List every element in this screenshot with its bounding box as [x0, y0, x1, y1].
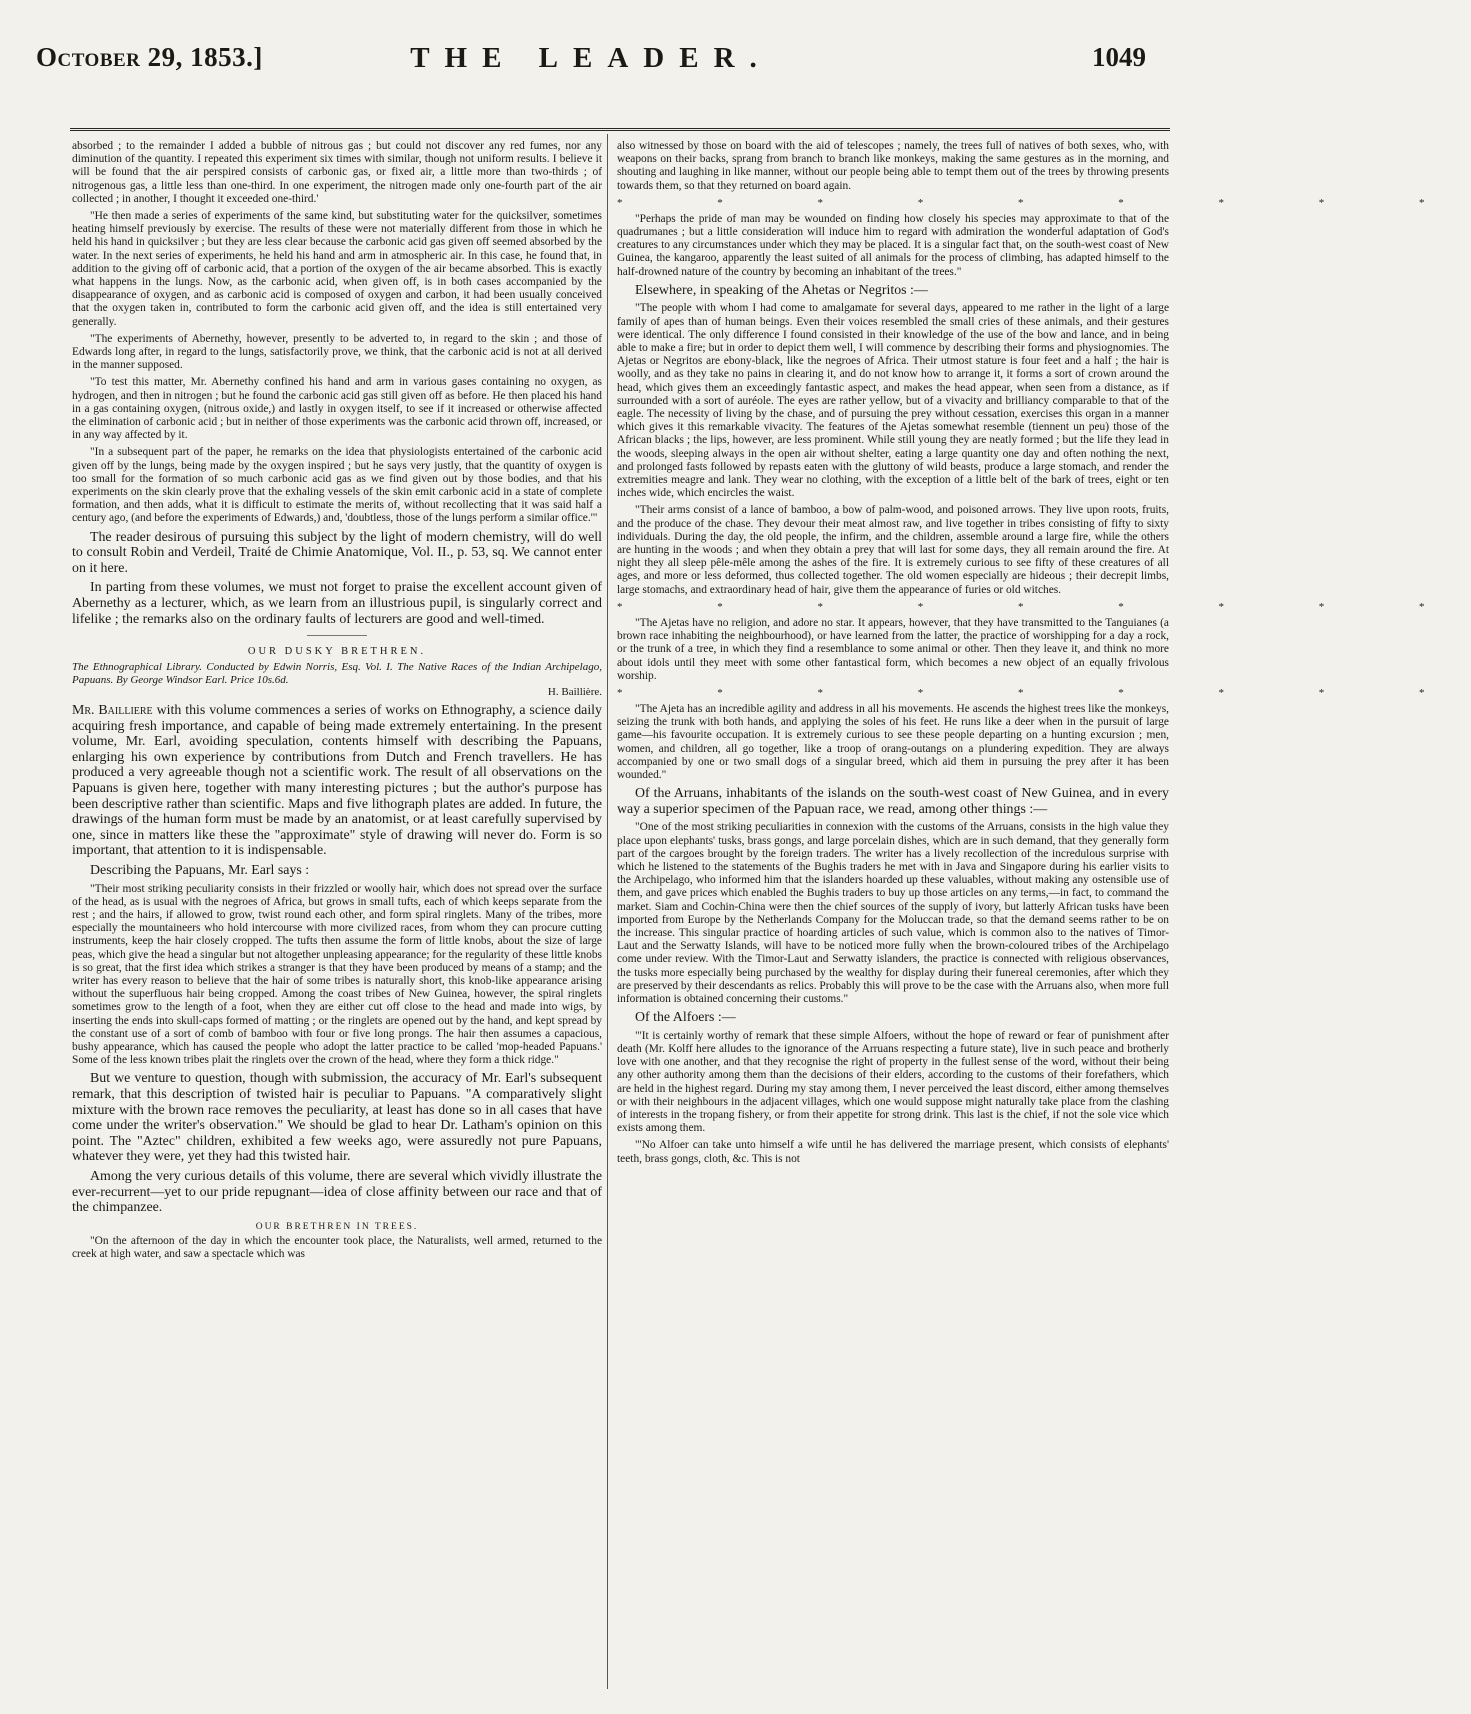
column-divider — [607, 134, 608, 1689]
quote-paragraph: "In a subsequent part of the paper, he remarks on the idea that physiologists entertained of the carbonic acid given off by the lungs, being made by the oxygen inspired ; but he says very justly, that the quantity of oxygen is too small for the formation of so much carbonic acid gas as we find given out by those bodies, and that his experiments on the skin clearly prove that the exhaling vessels of the skin emit carbonic acid in a state of complete formation, and then adds, what it is difficult to estimate the merits of, without recollecting that it was said half a century ago, (and before the experiments of Edwards,) and, 'doubtless, those of the lungs perform a similar office.'" — [72, 446, 602, 525]
body-paragraph: But we venture to question, though with submission, the accuracy of Mr. Earl's subsequent remark, that this description of twisted hair is peculiar to Papuans. "A comparatively slight mixture with the brown race removes the peculiarity, at least has done so in all cases that have come under the writer's observation." We should be glad to hear Dr. Latham's opinion on this point. The "Aztec" children, exhibited a few weeks ago, were assuredly not pure Papuans, whatever they were, yet they had this twisted hair. — [72, 1071, 602, 1165]
right-column — [617, 140, 1471, 1688]
lead-text: with this volume commences a series of works on Ethnography, a science daily acquiring fresh importance, and capable of being made extremely entertaining. In the present volume, Mr. Earl, avoiding speculation, contents himself with describing the Papuans, enlarging his own experience by contributions from Dutch and French travellers. He has produced a very agreeable though not a scientific work. The result of all observations on the Papuans is given here, together with many interesting pictures ; but the author's purpose has been descriptive rather than scientific. Maps and five lithograph plates are added. In future, the drawings of the human form must be made by an anatomist, or at least carefully supervised by one, since in matters like these the "approximate" style of drawing will never do. Form is so important, that attention to it is indispensable. — [72, 703, 602, 859]
masthead — [36, 40, 1146, 88]
quote-paragraph: absorbed ; to the remainder I added a bubble of nitrous gas ; but could not discover any red fumes, nor any diminution of the quantity. I repeated this experiment six times with similar, though not uniform results. I believe it will be found that the air perspired consists of carbonic gas, or fixed air, a little more than two-thirds ; of nitrogenous gas, a little less than one-third. In one experiment, the nitrogen made only one-fourth part of the air collected ; in another, I thought it exceeded one-third.' — [72, 140, 602, 205]
left-column — [72, 140, 602, 1688]
quote-paragraph: "The Ajetas have no religion, and adore no star. It appears, however, that they have transmitted to the Tanguianes (a brown race inhabiting the neighbourhood), or have learned from the latter, the practice of worshipping for a day a rock, or the trunk of a tree, in which they find a resemblance to some animal or other. Then they leave it, and think no more about idols until they meet with some other fantastical form, which becomes a new object of an equally frivolous worship. — [617, 616, 1169, 682]
body-paragraph — [72, 703, 602, 859]
quote-paragraph: "The people with whom I had come to amalgamate for several days, appeared to me rather in the light of a large family of apes than of human beings. Even their voices resembled the small cries of these animals, and their gestures were identical. The only difference I found consisted in their knowledge of the use of the bow and lance, and in being able to make a fire; but in order to depict them well, I will commence by describing their forms and physiognomies. The Ajetas or Negritos are ebony-black, like the negroes of Africa. Their utmost stature is four feet and a half ; the hair is woolly, and as they take no pains in clearing it, and do not know how to arrange it, it forms a sort of crown around the head, which gives them an exceedingly fantastic aspect, and makes the head appear, when seen from a distance, as if surrounded with a sort of auréole. The eyes are rather yellow, but of a vivacity and brilliancy comparable to that of the eagle. The necessity of living by the chase, and of pursuing the prey without cessation, exercises this organ in a manner which gives it this remarkable vivacity. The features of the Ajetas somewhat resemble (tiennent un peu) those of the African blacks ; the lips, however, are less prominent. While still young they are neatly formed ; but the life they lead in the woods, sleeping always in the open air without shelter, eating a large quantity one day and often nothing the next, and prolonged fasts followed by repasts eaten with the gluttony of wild beasts, produce a large stomach, and render the extremities meagre and lank. They wear no clothing, with the exception of a little belt of the bark of trees, eight or ten inches wide, which encircles the waist. — [617, 302, 1169, 500]
quote-paragraph: "'No Alfoer can take unto himself a wife until he has delivered the marriage present, which consists of elephants' teeth, brass gongs, cloth, &c. This is not — [617, 1139, 1169, 1165]
lead-name: Mr. Bailliere — [72, 703, 153, 719]
subheading: OUR BRETHREN IN TREES. — [255, 1221, 419, 1232]
body-paragraph: Among the very curious details of this volume, there are several which vividly illustrate the ever-recurrent—yet to our pride repugnant—idea of close affinity between our race and that of the chimpanzee. — [72, 1168, 602, 1216]
issue-date: October 29, 1853.] — [36, 42, 263, 72]
body-paragraph: Of the Arruans, inhabitants of the islands on the south-west coast of New Guinea, and in every way a superior specimen of the Papuan race, we read, among other things :— — [617, 786, 1169, 817]
publisher: H. Baillière. — [547, 686, 602, 699]
quote-paragraph: "He then made a series of experiments of the same kind, but substituting water for the quicksilver, sometimes heating himself previously by exercise. The results of these were not materially different from those in which he held his hand in quicksilver ; but they are less clear because the carbonic acid gas given off seemed absorbed by the water. In the next series of experiments, he held his hand and arm in atmospheric air. In this case, he found that, in addition to the giving off of carbonic acid, that a portion of the oxygen of the air became absorbed. This is exactly what happens in the lungs. Now, as the carbonic acid, when given off, is in both cases accompanied by the disappearance of oxygen, and as carbonic acid is composed of oxygen and carbon, it had been usually conceived that the oxygen taken in, contributed to form the carbonic acid given off, and the idea is still entertained very generally. — [72, 210, 602, 328]
quote-paragraph: "One of the most striking peculiarities in connexion with the customs of the Arruans, consists in the high value they place upon elephants' tusks, brass gongs, and large porcelain dishes, which are in such demand, that they generally form part of the cargoes brought by the foreign traders. The writer has a lively recollection of the incredulous surprise with which he listened to the statements of the Bughis traders he met with in Java and Singapore during his earlier visits to the Archipelago, who informed him that the islanders hoarded up these valuables, without making any ostensible use of them, and gave prices which enabled the Bughis traders to buy up those articles on any terms,—in fact, to command the market. Siam and Cochin-China were then the chief sources of the supply of ivory, but latterly African tusks have been imported from Europe by the Netherlands Company for the Moluccan trade, so that the demand seems rather to be on the increase. This singular practice of hoarding articles of such value, which is common also to the natives of Timor-Laut and the Serwatty Islands, will have to be noticed more fully when the brown-coloured tribes of the Archipelago come under review. With the Timor-Laut and Serwatty islanders, the practice is connected with religious observances, the tusks more especially being purchased by the wealthy for display during their funereal ceremonies, after which they are preserved by their descendants as relics. Probably this will prove to be the case with the Arruans also, when more full information is obtained concerning their customs." — [617, 821, 1169, 1005]
body-paragraph: Elsewhere, in speaking of the Ahetas or Negritos :— — [635, 282, 928, 298]
book-citation — [72, 661, 602, 699]
quote-paragraph: "Their arms consist of a lance of bamboo, a bow of palm-wood, and poisoned arrows. They live upon roots, fruits, and the produce of the chase. They devour their meat almost raw, and live together in tribes consisting of fifty to sixty individuals. During the day, the old people, the infirm, and the children, assemble around a large fire, while the others are hunting in the woods ; and when they obtain a prey that will last for some days, they all remain around the fire. At night they all sleep pêle-mêle among the ashes of the fire. It is extremely curious to see fifty of these creatures of all ages, and more or less deformed, thus collected together. The old women especially are hideous ; their decrepit limbs, large stomachs, and extraordinary head of hair, give them the appearance of furies or old witches. — [617, 504, 1169, 596]
newspaper-title: THE LEADER. — [410, 42, 772, 74]
ellipsis-stars: * * * * * * * * * — [617, 600, 1471, 613]
quote-paragraph: "'It is certainly worthy of remark that these simple Alfoers, without the hope of reward or fear of punishment after death (Mr. Kolff here alludes to the ignorance of the Arruans respecting a future state), live in such peace and brotherly love with one another, and that they recognise the right of property in the fullest sense of the word, without their being any other authority among them than the decisions of their elders, according to the customs of their forefathers, which are held in the highest regard. During my stay among them, I never perceived the least discord, either among themselves or with their neighbours in the adjacent villages, which one would suppose might naturally take place from the clashing of interests in the tropang fishery, or from their appetite for strong drink. This last is the chief, if not the sole vice which exists among them. — [617, 1029, 1169, 1135]
quote-paragraph: "Perhaps the pride of man may be wounded on finding how closely his species may approximate to that of the quadrumanes ; but a little consideration will induce him to regard with admiration the wonderful adaptation of God's creatures to any circumstances under which they may be placed. It is a singular fact that, on the south-west coast of New Guinea, the kangaroo, apparently the least suited of all animals for the process of climbing, has adapted himself to the half-drowned nature of the country by becoming an inhabitant of the trees." — [617, 212, 1169, 278]
ellipsis-stars: * * * * * * * * * — [617, 196, 1471, 209]
quote-paragraph: "Their most striking peculiarity consists in their frizzled or woolly hair, which does not spread over the surface of the head, as is usual with the negroes of Africa, but grows in small tufts, each of which keeps separate from the rest ; and the hairs, if allowed to grow, twist round each other, and form spiral ringlets. Many of the tribes, more especially the mountaineers who hold intercourse with more civilized races, from whom they can procure cutting instruments, keep the hair closely cropped. The tufts then assume the form of little knobs, about the size of large peas, which give the head a singular but not altogether unpleasing appearance; for the regularity of these little knobs is so great, that the first idea which strikes a stranger is that they have been produced by means of a stamp; and the writer has every reason to believe that the hair of some tribes is naturally short, this knob-like appearance arising without the superfluous hair being cropped. Among the coast tribes of New Guinea, however, the spiral ringlets sometimes grow to the length of a foot, when they are either cut off close to the head and made into wigs, by inserting the ends into skull-caps formed of matting ; or the ringlets are opened out by the hand, and kept spread by the constant use of a sort of comb of bamboo with four or five long prongs. The hair then assumes a capacious, bushy appearance, which has caused the people who adopt the latter practice to be called 'mop-headed Papuans.' Some of the less known tribes plait the ringlets over the crown of the head, where they form a thick ridge." — [72, 882, 602, 1067]
quote-paragraph: "To test this matter, Mr. Abernethy confined his hand and arm in various gases containing no oxygen, as hydrogen, and then in nitrogen ; but he found the carbonic acid gas still given off as before. He then placed his hand in a gas containing oxygen, (nitrous oxide,) and lastly in oxygen itself, to see if it increased or otherwise affected the elimination of carbonic acid ; but in neither of those experiments was the carbonic acid thrown off, increased, or in any way affected by it. — [72, 376, 602, 442]
ellipsis-stars: * * * * * * * * * — [617, 686, 1471, 699]
body-paragraph: In parting from these volumes, we must not forget to praise the excellent account given of Abernethy as a lecturer, which, as we learn from an illustrious pupil, is singularly correct and lifelike ; the remarks also on the ordinary faults of lecturers are good and well-timed. — [72, 580, 602, 627]
header-rule — [70, 128, 1170, 131]
body-paragraph: The reader desirous of pursuing this subject by the light of modern chemistry, will do well to consult Robin and Verdeil, Traité de Chimie Anatomique, Vol. II., p. 53, sq. We cannot enter on it here. — [72, 529, 602, 576]
section-rule — [307, 635, 367, 636]
quote-paragraph: "The Ajeta has an incredible agility and address in all his movements. He ascends the highest trees like the monkeys, seizing the trunk with both hands, and applying the soles of his feet. He runs like a deer when in the pursuit of large game—his favourite occupation. It is extremely curious to see these people departing on a hunting excursion ; men, women, and children, all go together, like a troop of orang-outangs on a plundering expedition. They are always accompanied by one or two small dogs of a singular breed, which aid them in pursuing the prey after it has been wounded." — [617, 702, 1169, 781]
quote-paragraph: "On the afternoon of the day in which the encounter took place, the Naturalists, well armed, returned to the creek at high water, and saw a spectacle which was — [72, 1234, 602, 1260]
page-number: 1049 — [1092, 42, 1146, 72]
body-paragraph: Describing the Papuans, Mr. Earl says : — [90, 862, 310, 878]
section-heading: OUR DUSKY BRETHREN. — [247, 646, 427, 658]
body-paragraph: Of the Alfoers :— — [635, 1010, 736, 1026]
quote-paragraph: "The experiments of Abernethy, however, presently to be adverted to, in regard to the skin ; and those of Edwards long after, in regard to the lungs, satisfactorily prove, we think, that the carbonic acid is not at all derived in the manner supposed. — [72, 332, 602, 372]
citation-text: The Ethnographical Library. Conducted by Edwin Norris, Esq. Vol. I. The Native Races of the Indian Archipelago, Papuans. By George Windsor Earl. Price 10s.6d. — [72, 661, 602, 686]
quote-paragraph: also witnessed by those on board with the aid of telescopes ; namely, the trees full of natives of both sexes, who, with weapons on their backs, sprang from branch to branch like monkeys, making the same gestures as in the morning, and shouting and laughing in like manner, without our people being able to tempt them out of the trees by throwing presents towards them, so that they returned on board again. — [617, 140, 1169, 192]
